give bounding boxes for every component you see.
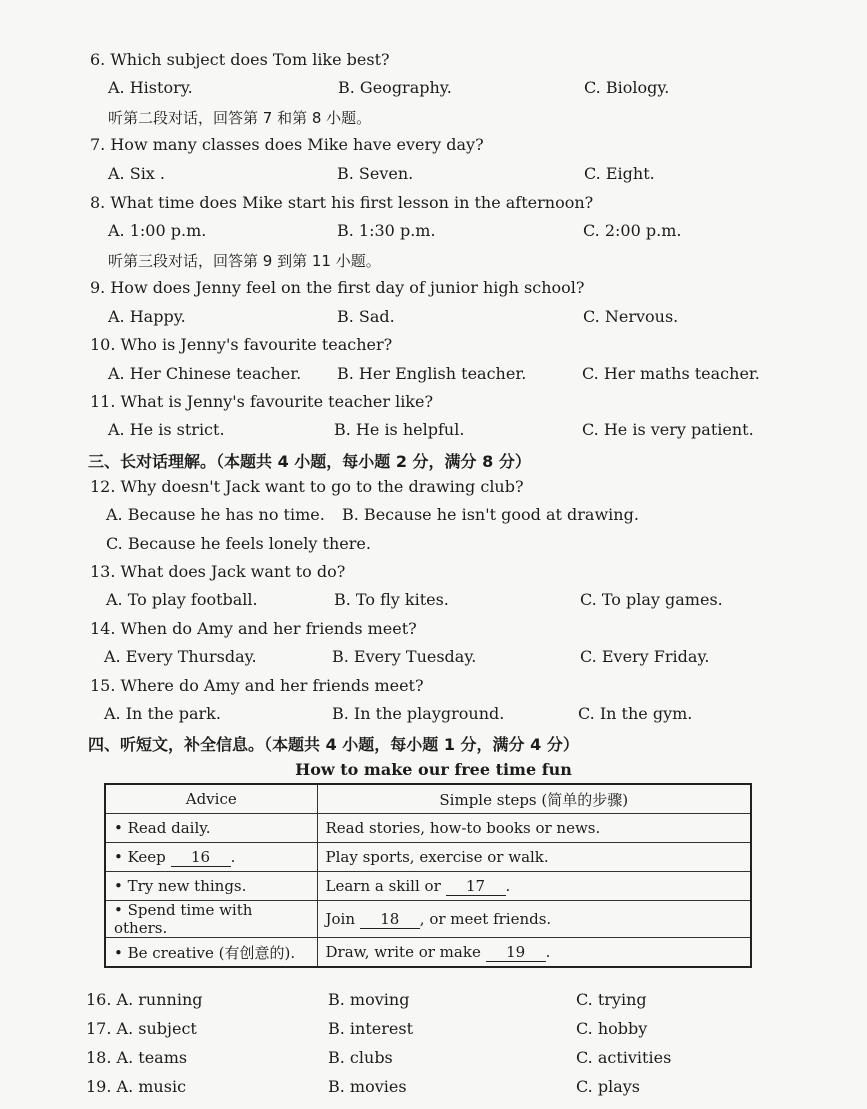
steps-text-end: . <box>505 876 511 895</box>
option-a: A. 1:00 p.m. <box>108 221 207 240</box>
steps-cell <box>317 901 751 938</box>
question-14-options <box>0 647 867 671</box>
option-c: C. Eight. <box>584 164 655 183</box>
question-13-options <box>0 590 867 614</box>
advice-cell: • Be creative (有创意的). <box>105 938 317 968</box>
option-a: A. He is strict. <box>108 420 225 439</box>
question-18-options <box>0 1048 867 1072</box>
advice-text-end: . <box>230 847 236 866</box>
steps-text-end: . <box>545 942 551 961</box>
instruction-dialogue-3: 听第三段对话，回答第 9 到第 11 小题。 <box>108 252 381 270</box>
info-table <box>104 783 752 968</box>
steps-cell: Read stories, how-to books or news. <box>317 814 751 843</box>
option-a: A. To play football. <box>106 590 258 609</box>
question-16-options <box>0 990 867 1014</box>
question-8-options <box>0 221 867 245</box>
question-11-stem: 11. What is Jenny's favourite teacher like? <box>90 392 434 411</box>
option-b: B. Because he isn't good at drawing. <box>342 505 639 524</box>
steps-text: Learn a skill or <box>325 876 441 895</box>
steps-text: Draw, write or make <box>325 942 481 961</box>
table-header-row <box>105 784 751 814</box>
advice-text: • Keep <box>114 847 166 866</box>
question-12-stem: 12. Why doesn't Jack want to go to the drawing club? <box>90 477 524 496</box>
option-a: A. Every Thursday. <box>104 647 257 666</box>
header-advice: Advice <box>105 784 317 814</box>
table-row <box>105 843 751 872</box>
option-c: C. Biology. <box>584 78 670 97</box>
option-b: B. movies <box>328 1077 407 1096</box>
option-c: C. Because he feels lonely there. <box>106 534 371 553</box>
blank-17: 17 <box>446 877 506 896</box>
question-12-options-c <box>0 534 867 558</box>
option-a: 18. A. teams <box>86 1048 188 1067</box>
option-a: A. Her Chinese teacher. <box>108 364 302 383</box>
question-6-stem: 6. Which subject does Tom like best? <box>90 50 390 69</box>
option-b: B. Every Tuesday. <box>332 647 477 666</box>
option-c: C. Her maths teacher. <box>582 364 760 383</box>
option-c: C. hobby <box>576 1019 648 1038</box>
header-simple-steps: Simple steps (简单的步骤) <box>317 784 751 814</box>
advice-cell <box>105 843 317 872</box>
question-10-stem: 10. Who is Jenny's favourite teacher? <box>90 335 393 354</box>
option-b: B. interest <box>328 1019 414 1038</box>
option-a: 16. A. running <box>86 990 203 1009</box>
question-15-options <box>0 704 867 728</box>
question-11-options <box>0 420 867 444</box>
option-b: B. Her English teacher. <box>337 364 527 383</box>
option-a: A. Because he has no time. <box>106 505 325 524</box>
option-c: C. To play games. <box>580 590 723 609</box>
steps-text-end: , or meet friends. <box>419 909 552 928</box>
blank-18: 18 <box>360 910 420 929</box>
advice-cell: • Try new things. <box>105 872 317 901</box>
question-17-options <box>0 1019 867 1043</box>
option-b: B. To fly kites. <box>334 590 449 609</box>
option-b: B. moving <box>328 990 410 1009</box>
question-12-options-ab <box>0 505 867 529</box>
blank-16: 16 <box>171 848 231 867</box>
table-row <box>105 901 751 938</box>
option-c: C. plays <box>576 1077 640 1096</box>
question-13-stem: 13. What does Jack want to do? <box>90 562 346 581</box>
steps-cell <box>317 872 751 901</box>
question-8-stem: 8. What time does Mike start his first lesson in the afternoon? <box>90 193 594 212</box>
steps-text: Join <box>325 909 356 928</box>
table-title: How to make our free time fun <box>295 760 572 779</box>
table-row <box>105 938 751 968</box>
option-c: C. trying <box>576 990 647 1009</box>
option-b: B. Sad. <box>337 307 395 326</box>
option-b: B. clubs <box>328 1048 393 1067</box>
question-19-options <box>0 1077 867 1101</box>
option-a: 17. A. subject <box>86 1019 197 1038</box>
option-c: C. activities <box>576 1048 672 1067</box>
option-a: 19. A. music <box>86 1077 187 1096</box>
option-b: B. Seven. <box>337 164 414 183</box>
option-c: C. 2:00 p.m. <box>583 221 682 240</box>
option-a: A. In the park. <box>104 704 221 723</box>
option-a: A. Happy. <box>108 307 186 326</box>
instruction-dialogue-2: 听第二段对话，回答第 7 和第 8 小题。 <box>108 109 372 127</box>
question-14-stem: 14. When do Amy and her friends meet? <box>90 619 417 638</box>
question-15-stem: 15. Where do Amy and her friends meet? <box>90 676 424 695</box>
table-row <box>105 872 751 901</box>
steps-cell <box>317 938 751 968</box>
option-b: B. He is helpful. <box>334 420 465 439</box>
option-c: C. Nervous. <box>583 307 679 326</box>
option-c: C. He is very patient. <box>582 420 754 439</box>
question-9-stem: 9. How does Jenny feel on the first day of junior high school? <box>90 278 585 297</box>
table-row <box>105 814 751 843</box>
option-b: B. 1:30 p.m. <box>337 221 436 240</box>
advice-cell: • Spend time with others. <box>105 901 317 938</box>
section-4-heading: 四、听短文，补全信息。（本题共 4 小题，每小题 1 分，满分 4 分） <box>88 735 579 754</box>
question-9-options <box>0 307 867 331</box>
option-b: B. In the playground. <box>332 704 505 723</box>
option-c: C. Every Friday. <box>580 647 710 666</box>
option-b: B. Geography. <box>338 78 452 97</box>
option-a: A. History. <box>108 78 193 97</box>
blank-19: 19 <box>486 943 546 962</box>
option-c: C. In the gym. <box>578 704 693 723</box>
question-7-options <box>0 164 867 188</box>
section-3-heading: 三、长对话理解。（本题共 4 小题，每小题 2 分，满分 8 分） <box>88 452 531 471</box>
question-6-options <box>0 78 867 102</box>
question-10-options <box>0 364 867 388</box>
question-7-stem: 7. How many classes does Mike have every day? <box>90 135 484 154</box>
advice-cell: • Read daily. <box>105 814 317 843</box>
steps-cell: Play sports, exercise or walk. <box>317 843 751 872</box>
option-a: A. Six . <box>108 164 165 183</box>
